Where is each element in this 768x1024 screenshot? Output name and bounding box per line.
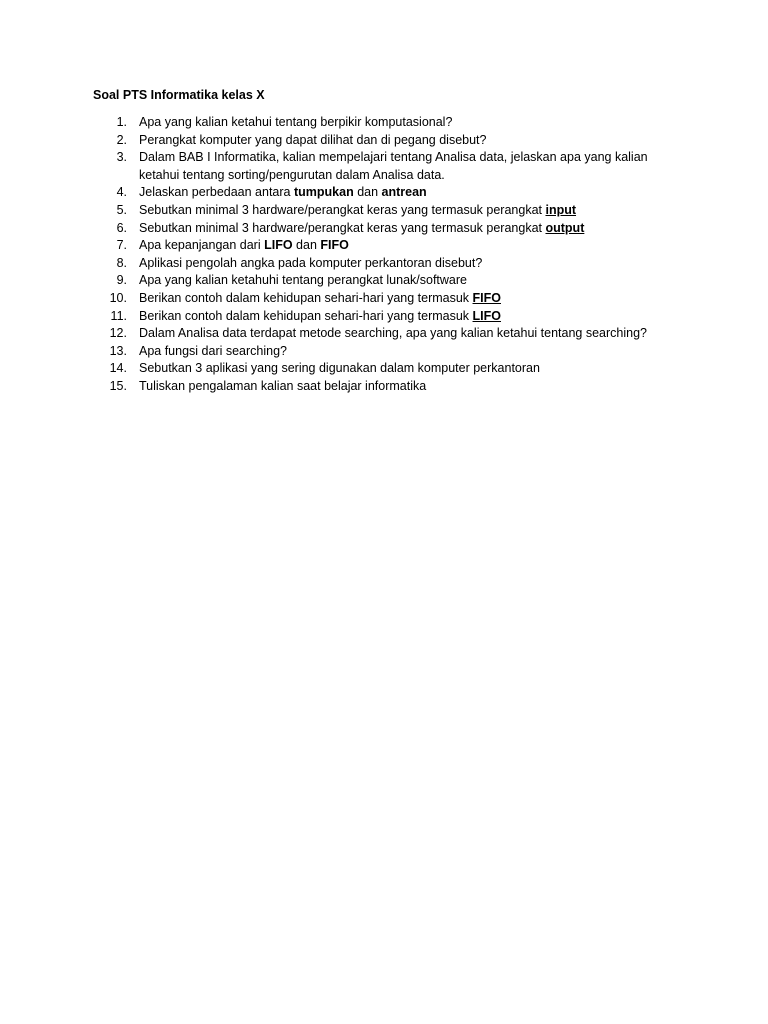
question-text-segment: Apa yang kalian ketahui tentang berpikir komputasional? <box>139 115 453 129</box>
question-text <box>139 221 584 235</box>
question-number: 4. <box>116 185 127 200</box>
question-text-segment: Apa fungsi dari searching? <box>139 343 288 358</box>
question-keyword: input <box>545 202 577 217</box>
question-item <box>93 237 683 255</box>
question-item <box>93 308 683 326</box>
question-number: 9. <box>116 273 127 288</box>
question-text-segment: Tuliskan pengalaman kalian saat belajar informatika <box>139 378 427 393</box>
question-item <box>93 184 683 202</box>
question-text-segment: dan <box>292 238 321 253</box>
question-text-segment: Sebutkan 3 aplikasi yang sering digunakan dalam komputer perkantoran <box>139 361 540 376</box>
question-text <box>139 309 501 323</box>
question-text-segment: Sebutkan minimal 3 hardware/perangkat keras yang termasuk perangkat <box>139 220 546 235</box>
question-text-segment: Berikan contoh dalam kehidupan sehari-hari yang termasuk <box>139 290 473 305</box>
question-text <box>139 203 576 217</box>
question-number: 15. <box>109 378 127 393</box>
question-item <box>93 360 683 378</box>
question-number: 6. <box>116 220 127 235</box>
question-text <box>139 133 486 147</box>
question-text-segment: Jelaskan perbedaan antara <box>139 185 294 200</box>
question-text-segment: dan <box>353 185 382 200</box>
question-list <box>93 114 683 396</box>
question-item <box>93 343 683 361</box>
question-number: 11. <box>110 308 127 323</box>
question-item <box>93 114 683 132</box>
question-text-segment: Dalam BAB I Informatika, kalian mempelajari tentang Analisa data, jelaskan apa yang kalian ketahui tentang sorting/pengurutan dalam Analisa data. <box>139 150 648 182</box>
question-item <box>93 202 683 220</box>
question-keyword: LIFO <box>264 238 293 253</box>
question-number: 1. <box>116 115 127 129</box>
question-text <box>139 238 349 252</box>
question-keyword: FIFO <box>320 238 349 253</box>
question-number: 5. <box>116 202 127 217</box>
question-text <box>139 344 287 358</box>
question-keyword: output <box>545 220 585 235</box>
question-keyword: tumpukan <box>293 185 354 200</box>
question-text <box>139 185 427 199</box>
question-text-segment: Dalam Analisa data terdapat metode searching, apa yang kalian ketahui tentang searching? <box>139 326 647 341</box>
question-text <box>139 361 540 375</box>
question-item <box>93 255 683 273</box>
question-number: 2. <box>116 132 127 147</box>
question-number: 10. <box>109 290 127 305</box>
question-text-segment: Aplikasi pengolah angka pada komputer perkantoran disebut? <box>139 255 483 270</box>
question-keyword: FIFO <box>472 290 501 305</box>
question-item <box>93 378 683 396</box>
question-text <box>139 115 452 129</box>
question-number: 12. <box>109 326 127 341</box>
question-item <box>93 132 683 150</box>
question-item <box>93 290 683 308</box>
question-text <box>139 150 648 182</box>
question-keyword: antrean <box>381 185 427 200</box>
question-number: 3. <box>116 150 127 165</box>
question-text-segment: Apa kepanjangan dari <box>139 238 265 253</box>
question-item <box>93 149 683 184</box>
question-text <box>139 273 467 287</box>
question-item <box>93 220 683 238</box>
question-number: 13. <box>109 343 127 358</box>
document-title: Soal PTS Informatika kelas X <box>93 88 265 102</box>
question-item <box>93 272 683 290</box>
question-text-segment: Sebutkan minimal 3 hardware/perangkat keras yang termasuk perangkat <box>139 202 546 217</box>
question-item <box>93 325 683 343</box>
question-text <box>139 256 482 270</box>
question-text-segment: Perangkat komputer yang dapat dilihat dan di pegang disebut? <box>139 132 487 147</box>
question-text <box>139 291 501 305</box>
question-number: 7. <box>116 238 127 253</box>
question-keyword: LIFO <box>472 308 501 323</box>
question-number: 14. <box>109 361 127 376</box>
question-text-segment: Apa yang kalian ketahuhi tentang perangkat lunak/software <box>139 273 468 288</box>
question-text <box>139 379 426 393</box>
question-text <box>139 326 647 340</box>
question-number: 8. <box>116 255 127 270</box>
question-text-segment: Berikan contoh dalam kehidupan sehari-hari yang termasuk <box>139 308 473 323</box>
